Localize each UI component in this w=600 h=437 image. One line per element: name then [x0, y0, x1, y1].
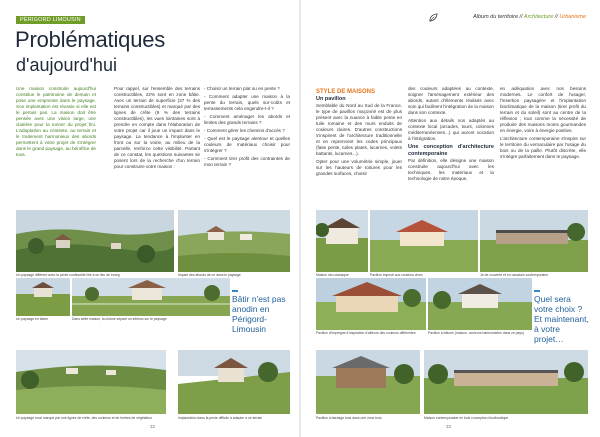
right-page	[300, 0, 600, 437]
body-column-2: Pour rappel, sur l'ensemble des terrains constructibles, 22% sont en zone bâtie. Avec un terrain de superficie (37 % des terrains constructibles) et marqué par des lignes de crête (9 % des terrains constructibles), les vues lointaines sont à prendre en compte dans l'élaboration de votre projet car il joue un impact dans le paysage. La tendance à l'implanter en front ou sur la voirie, au milieu de la parcelle, renforce cette visibilité. Partant de ce constat, les questions suivantes se posent lors de la recherche d'un terrain pour construire votre maison :	[114, 86, 200, 169]
header-album: Album du territoire	[473, 14, 518, 20]
photo-houses-on-hill	[178, 210, 290, 272]
callout-box	[232, 290, 292, 334]
caption-2: Impact des abords de ce dans le paysage	[178, 273, 241, 277]
photo-wood-cladding	[316, 350, 420, 414]
right-column-3: en adéquation avec nos besoins modernes. Le confort de l'usager, l'insertion paysagère et l'implantation bioclimatique de la maison (tirer profit du terrain et du soleil) sont au centre de la réflexion ; tout comme la nécessité de produire des maisons moins gourmandes en énergie, voire à énergie positive. L'architecture contemporaine s'inspire sur le territoire du vernaculaire par l'usage du bois ou de la paille. Plutôt discrète, elle s'intègre parfaitement dans le paysage.	[500, 86, 586, 159]
page-number-left: 32	[150, 424, 156, 429]
photo-house-field	[16, 278, 70, 316]
section-title: STYLE DE MAISONS	[316, 89, 376, 95]
right-column-2: des couleurs adaptées au contexte, soigner l'aménagement extérieur des abords, autant d'éléments réalisés avec soin qui facilitent l'intégration de la maison dans son contexte. Attention aux détails non adaptés au contexte local (arcades, tours, colonnes méditerranéennes...) qui auront vocation à l'intégration. Une conception d'architecture contemporaine Par définition, elle désigne une maison construite aujourd'hui avec les techniques, les matériaux et la technologie de notre époque,	[408, 86, 494, 181]
callout-dash	[232, 290, 238, 292]
intro-text: Une maison construite aujourd'hui constitue le patrimoine de demain et pose une empreinte dans le paysage. Son implantation est réussie si elle est le pertuis pas. La maison doit être pensée avec une vision large, une clairière pour la tonner du projet fini. L'adaptation au contexte, au terrain et le traitement harmonieux des abords permettent à votre projet de s'intégrer dans le grand paysage, au bénéfice de tous.	[16, 86, 96, 157]
callout-text-right: Quel sera votre choix ? Et maintenant, à votre projet…	[534, 294, 589, 344]
caption-r7: Maison contemporaine en bois conception bioclimatique	[424, 416, 509, 420]
caption-4: Dans cette maison, la clôture sépare un sérieux sur le paysage	[72, 317, 167, 321]
callout-dash-right	[534, 290, 540, 292]
right-column-1: STYLE DE MAISONS Un pavillon Semblable du Nord au Sud de la France, le type de pavillon maçonné est de plus présent avec la nuance à faible pente en tuile romaine et des murs enduits de couleurs claires. D'autres constructions s'inspirent de l'architecture traditionnelle et en reprennent les codes principaux (faite pente, tuiles plates, lucarnes, volets battants, lucarnes...). Opter pour une volumétrie simple, jouer sur les hauteurs de toitures pour les grandes surfaces, choisir	[316, 89, 402, 176]
caption-r3: Je de couverte et en ossature contemporaine	[480, 273, 549, 277]
caption-r5: Pavillon à bâtons (maison, couleurs harmonisées dans ce pays)	[428, 331, 524, 335]
photo-harmonized-house	[428, 278, 532, 330]
photo-ridge-landscape	[16, 350, 166, 414]
caption-r4: Pavillon d'imprègne d'inspiration d'ailleurs des couleurs différentes	[316, 331, 416, 335]
photo-contemporary-wood	[480, 210, 588, 272]
callout-text: Bâtir n'est pas anodin en Périgord-Limousin	[232, 294, 286, 334]
page-title: Problématiques	[15, 27, 166, 52]
running-header: Album du territoire // Architecture // Urbanisme	[473, 14, 586, 20]
caption-r1: Maison néo-classique	[316, 273, 349, 277]
subsection-title: Un pavillon	[316, 96, 346, 102]
header-subsection: Urbanisme	[559, 14, 586, 20]
photo-traditional-house	[316, 278, 426, 330]
photo-village-landscape	[16, 210, 174, 272]
caption-5: Un paysage rural marqué par une lignes de crête, des couleurs et de herbes de végétation	[16, 416, 152, 420]
header-section: Architecture	[523, 14, 554, 20]
page-number-right: 33	[446, 424, 452, 429]
page-subtitle: d'aujourd'hui	[16, 55, 117, 75]
caption-1: Un paysage différent avec la pente continuelle liée à ce lieu de bourg	[16, 273, 120, 277]
body-column-3: - Choisir un terrain plat ou en pente ? - Comment adapter une maison à la pente du terrain, quels sur-coûts et terrassements cela engendre-t-il ? - Comment aménager les abords et limites des grands terrains ? - Comment gérer les chemins d'accès ? - Quel est le paysage alentour et quelles couleurs de matériaux choisir pour s'intégrer ? - Comment tirer profit des contraintes de mon terrain ?	[204, 86, 290, 167]
caption-r6: Pavillon à bardage bois dans une zone bois	[316, 416, 382, 420]
photo-house-fence	[72, 278, 230, 316]
subsection2-title: Une conception d'architecture contemporaine	[408, 144, 494, 157]
callout-box-right	[534, 290, 592, 344]
caption-r2: Pavillon imposé aux couleurs vives	[370, 273, 423, 277]
photo-house-slope	[178, 350, 290, 414]
region-tag: PÉRIGORD LIMOUSIN	[16, 16, 85, 24]
caption-6: Implantation dans la pente difficile à adapter à ce terrain	[178, 416, 263, 420]
photo-bright-pavilion	[370, 210, 478, 272]
leaf-icon	[429, 13, 438, 22]
photo-bioclimatic-house	[424, 350, 588, 414]
caption-3: Un paysage en tâche	[16, 317, 49, 321]
photo-neoclassical-house	[316, 210, 368, 272]
